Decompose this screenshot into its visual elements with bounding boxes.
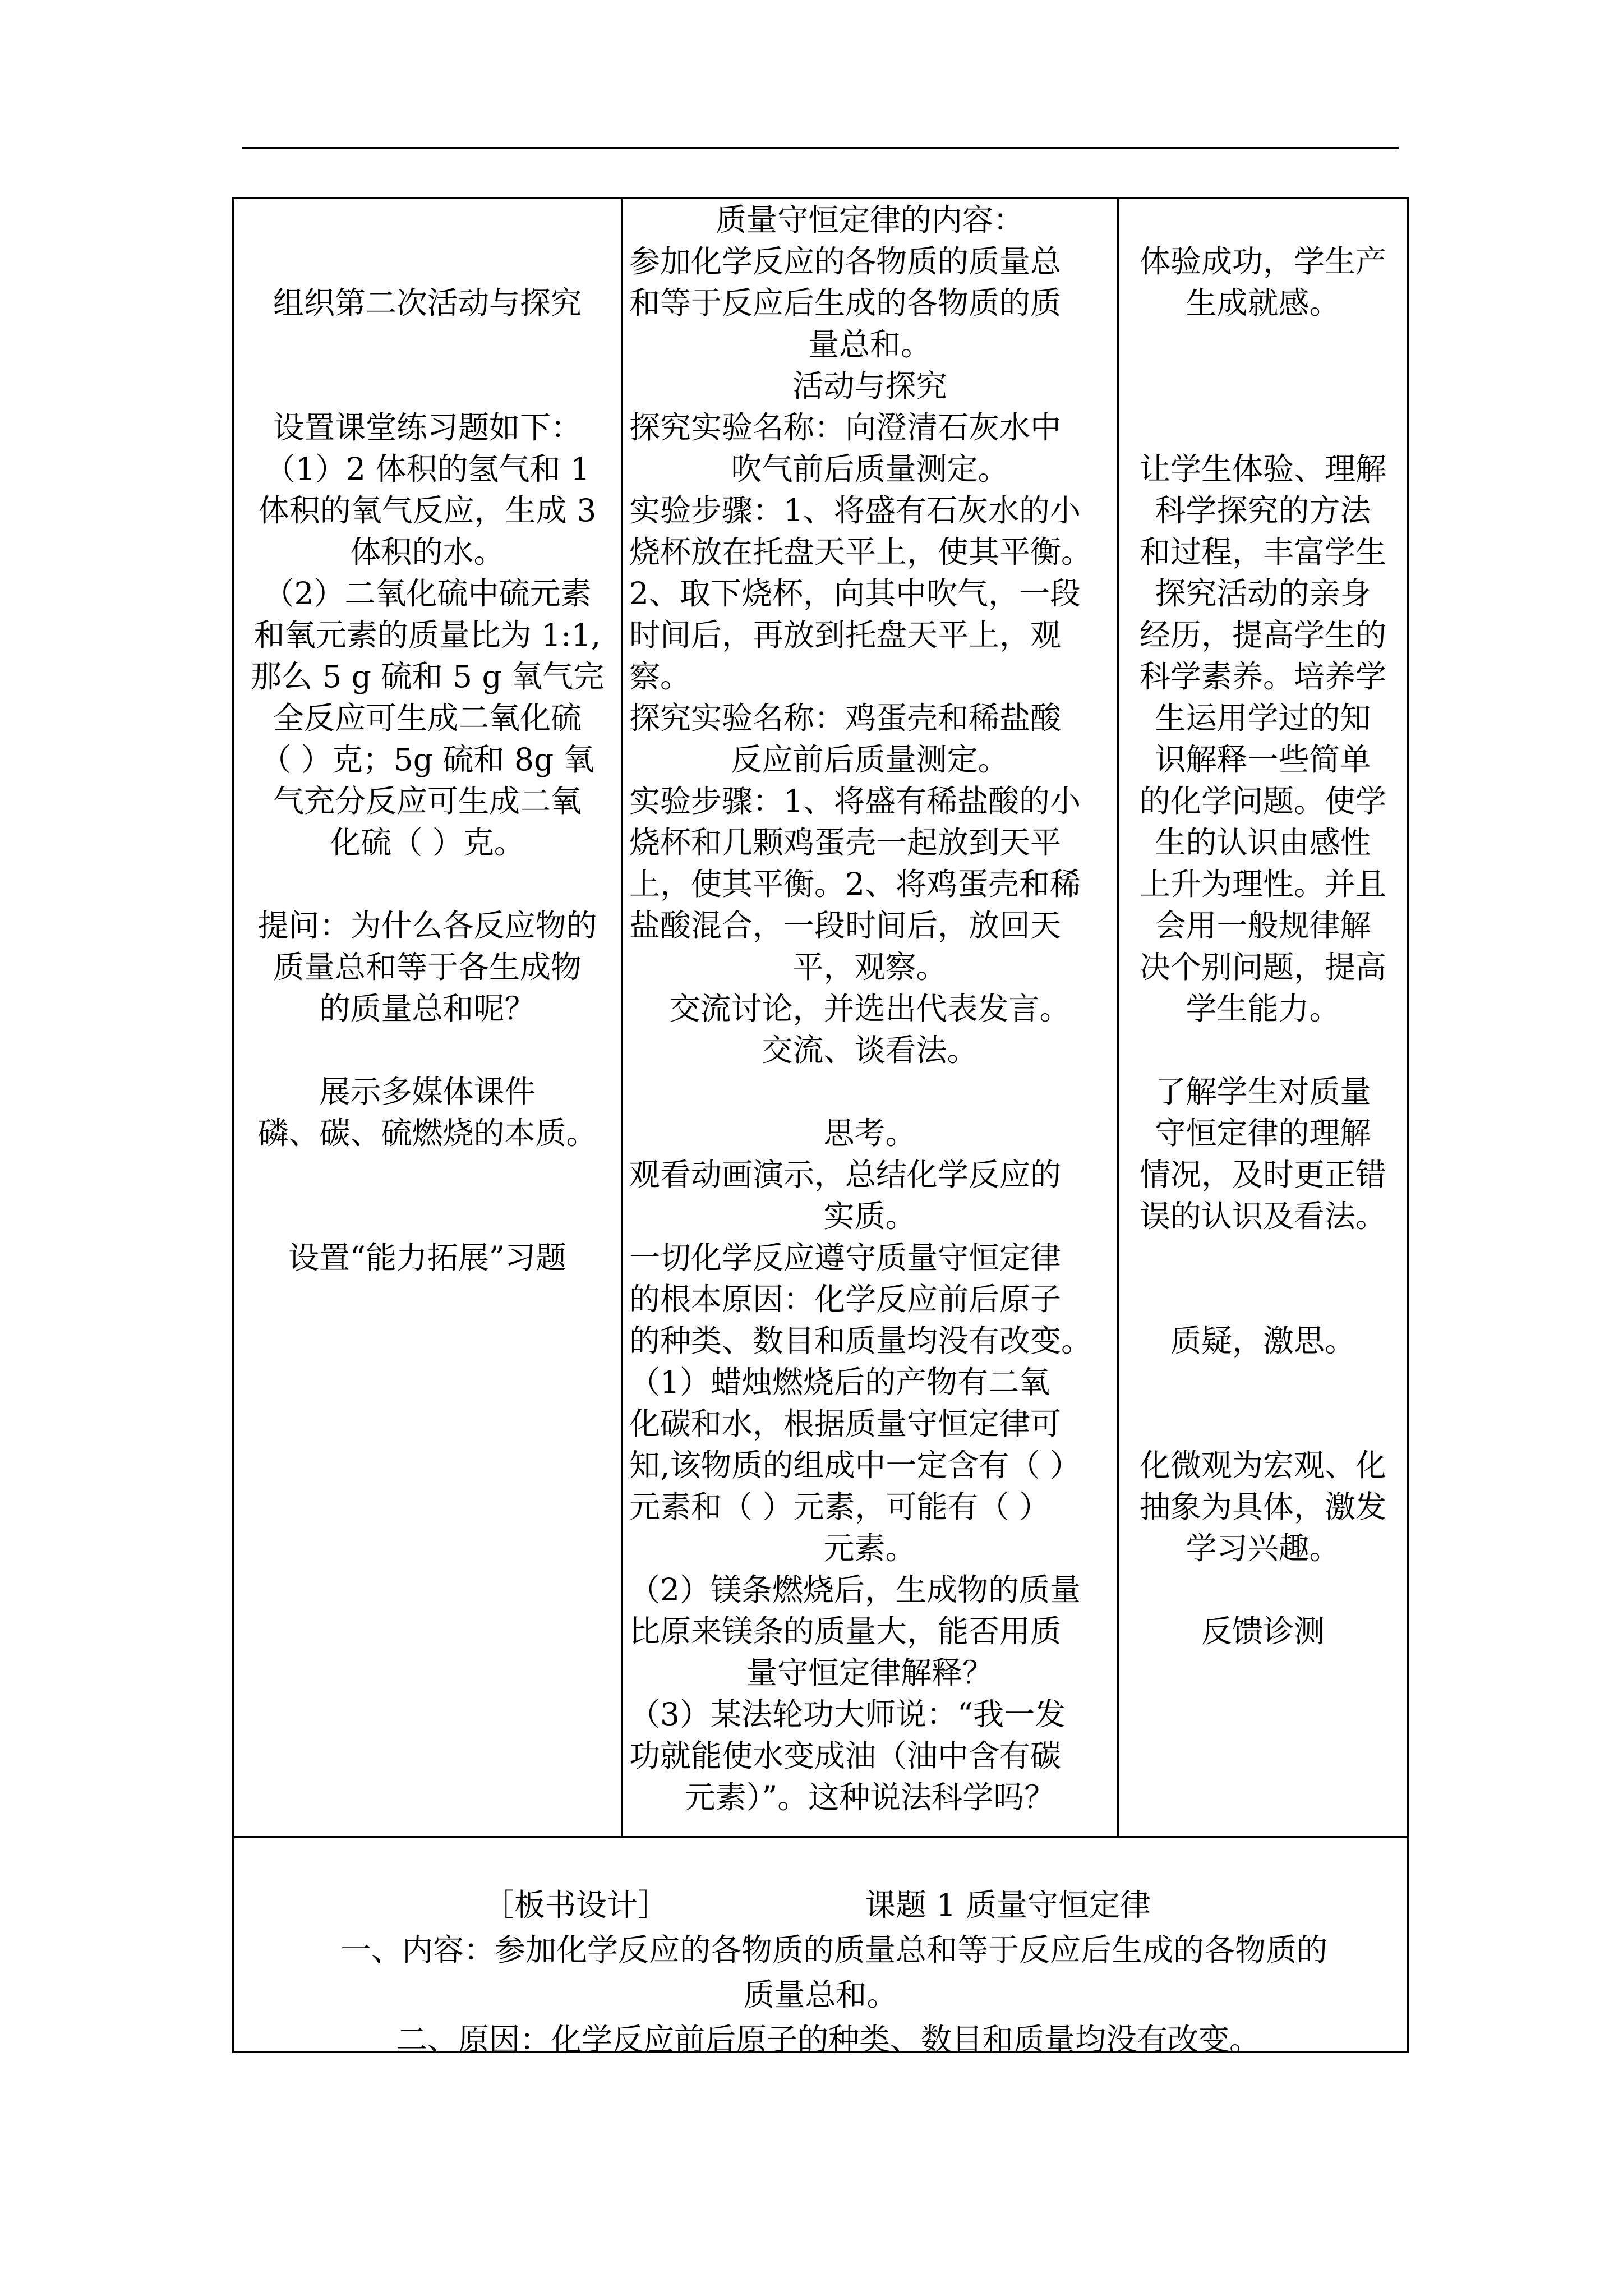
text-line: 守恒定律的理解 bbox=[1155, 1115, 1371, 1151]
text-line: 让学生体验、理解 bbox=[1139, 451, 1386, 487]
blank-line bbox=[1124, 1403, 1401, 1444]
text-line: 了解学生对质量 bbox=[1155, 1074, 1371, 1110]
text-line: 参加化学反应的各物质的质量总 bbox=[629, 243, 1062, 279]
text-line: 生成就感。 bbox=[1186, 285, 1340, 321]
text-line: 知,该物质的组成中一定含有（ ） bbox=[629, 1447, 1081, 1483]
blank-line bbox=[1124, 199, 1401, 241]
blank-line bbox=[239, 1154, 615, 1195]
text-line: 探究实验名称：鸡蛋壳和稀盐酸 bbox=[629, 700, 1062, 736]
text-line: 体验成功，学生产 bbox=[1139, 243, 1386, 279]
text-line: 交流、谈看法。 bbox=[762, 1032, 978, 1068]
text-line: 误的认识及看法。 bbox=[1139, 1198, 1386, 1234]
text-line: 那么 5 g 硫和 5 g 氧气完 bbox=[250, 659, 605, 694]
text-line: 烧杯和几颗鸡蛋壳一起放到天平 bbox=[629, 825, 1062, 861]
text-line: 探究活动的亲身 bbox=[1155, 576, 1371, 611]
text-line: 的根本原因：化学反应前后原子 bbox=[629, 1281, 1062, 1317]
text-line: 学生能力。 bbox=[1186, 991, 1340, 1027]
text-line: 活动与探究 bbox=[792, 368, 947, 404]
text-line: 设置课堂练习题如下： bbox=[273, 409, 582, 445]
text-line: 元素）”。这种说法科学吗？ bbox=[684, 1779, 1055, 1815]
text-line: 和氧元素的质量比为 1:1, bbox=[253, 617, 601, 653]
text-line: 气充分反应可生成二氧 bbox=[273, 783, 582, 819]
text-line: 元素和（ ）元素，可能有（ ） bbox=[629, 1489, 1050, 1525]
text-line: 经历，提高学生的 bbox=[1139, 617, 1386, 653]
header-rule bbox=[242, 147, 1399, 149]
text-line: （2）二氧化硫中硫元素 bbox=[263, 576, 592, 611]
text-line: 思考。 bbox=[823, 1115, 916, 1151]
text-line: 吹气前后质量测定。 bbox=[731, 451, 1009, 487]
board-content-line: 一、内容：参加化学反应的各物质的质量总和等于反应后生成的各物质的 bbox=[340, 1932, 1328, 1968]
text-line: 盐酸混合，一段时间后，放回天 bbox=[629, 908, 1062, 944]
text-line: 情况，及时更正错 bbox=[1139, 1157, 1386, 1193]
text-line: 烧杯放在托盘天平上，使其平衡。 bbox=[629, 534, 1092, 570]
text-line: 探究实验名称：向澄清石灰水中 bbox=[629, 409, 1062, 445]
board-design-label: ［板书设计］ bbox=[483, 1887, 669, 1923]
text-line: 上，使其平衡。2、将鸡蛋壳和稀 bbox=[629, 866, 1081, 902]
text-line: （2）镁条燃烧后，生成物的质量 bbox=[629, 1572, 1081, 1608]
text-line: 上升为理性。并且 bbox=[1139, 866, 1386, 902]
text-line: 一切化学反应遵守质量守恒定律 bbox=[629, 1240, 1062, 1276]
blank-line bbox=[1124, 407, 1401, 448]
text-line: 生运用学过的知 bbox=[1155, 700, 1371, 736]
text-line: 交流讨论，并选出代表发言。 bbox=[669, 991, 1071, 1027]
blank-line bbox=[239, 241, 615, 282]
text-line: 反应前后质量测定。 bbox=[731, 742, 1009, 777]
text-line: 比原来镁条的质量大，能否用质 bbox=[629, 1613, 1062, 1649]
text-line: 识解释一些简单 bbox=[1155, 742, 1371, 777]
text-line: 决个别问题，提高 bbox=[1139, 949, 1386, 985]
text-line: 实质。 bbox=[823, 1198, 916, 1234]
text-line: 化碳和水，根据质量守恒定律可 bbox=[629, 1406, 1062, 1442]
student-activity-column bbox=[623, 199, 1117, 1836]
text-line: 的种类、数目和质量均没有改变。 bbox=[629, 1323, 1092, 1359]
text-line: 观看动画演示，总结化学反应的 bbox=[629, 1157, 1062, 1193]
blank-line bbox=[629, 1071, 1110, 1112]
blank-line bbox=[1124, 1361, 1401, 1403]
text-line: 2、取下烧杯，向其中吹气，一段 bbox=[629, 576, 1081, 611]
blank-line bbox=[1124, 1029, 1401, 1071]
blank-line bbox=[239, 1195, 615, 1237]
board-content-line-cont: 质量总和。 bbox=[743, 1977, 898, 2013]
board-design-title: 课题 1 质量守恒定律 bbox=[865, 1887, 1151, 1923]
text-line: 生的认识由感性 bbox=[1155, 825, 1371, 861]
design-intent-column bbox=[1119, 199, 1407, 1836]
text-line: （ ）克；5g 硫和 8g 氧 bbox=[260, 742, 594, 777]
text-line: 展示多媒体课件 bbox=[319, 1074, 536, 1110]
text-line: 质疑，激思。 bbox=[1170, 1323, 1355, 1359]
teacher-activity-column bbox=[234, 199, 621, 1836]
text-line: 全反应可生成二氧化硫 bbox=[273, 700, 582, 736]
text-line: 和过程，丰富学生 bbox=[1139, 534, 1386, 570]
blank-line bbox=[1124, 324, 1401, 365]
blank-line bbox=[1124, 1569, 1401, 1611]
text-line: 量总和。 bbox=[808, 326, 932, 362]
text-line: 体积的水。 bbox=[350, 534, 505, 570]
blank-line bbox=[1124, 365, 1401, 407]
text-line: 质量守恒定律的内容： bbox=[715, 202, 1024, 238]
text-line: 时间后，再放到托盘天平上，观察。 bbox=[629, 617, 1062, 694]
blank-line bbox=[239, 1029, 615, 1071]
text-line: 功就能使水变成油（油中含有碳 bbox=[629, 1738, 1062, 1774]
text-line: 体积的氧气反应，生成 3 bbox=[258, 493, 597, 528]
text-line: 组织第二次活动与探究 bbox=[273, 285, 582, 321]
text-line: 磷、碳、硫燃烧的本质。 bbox=[257, 1115, 597, 1151]
text-line: 反馈诊测 bbox=[1201, 1613, 1325, 1649]
text-line: 科学探究的方法 bbox=[1155, 493, 1371, 528]
text-line: 实验步骤：1、将盛有石灰水的小 bbox=[629, 493, 1081, 528]
blank-line bbox=[239, 863, 615, 905]
text-line: 量守恒定律解释？ bbox=[746, 1655, 993, 1691]
text-line: 化硫（ ）克。 bbox=[330, 825, 525, 861]
text-line: （1）蜡烛燃烧后的产物有二氧 bbox=[629, 1364, 1050, 1400]
text-line: 实验步骤：1、将盛有稀盐酸的小 bbox=[629, 783, 1081, 819]
text-line: 和等于反应后生成的各物质的质 bbox=[629, 285, 1062, 321]
lesson-plan-table bbox=[232, 197, 1409, 2058]
text-line: 的化学问题。使学 bbox=[1139, 783, 1386, 819]
blank-line bbox=[239, 199, 615, 241]
text-line: 会用一般规律解 bbox=[1155, 908, 1371, 944]
text-line: 元素。 bbox=[823, 1530, 916, 1566]
blank-line bbox=[239, 365, 615, 407]
blank-line bbox=[239, 324, 615, 365]
blank-line bbox=[1124, 1278, 1401, 1320]
text-line: 质量总和等于各生成物 bbox=[273, 949, 582, 985]
text-line: 平，观察。 bbox=[792, 949, 947, 985]
text-line: 抽象为具体，激发 bbox=[1139, 1489, 1386, 1525]
board-reason-line: 二、原因：化学反应前后原子的种类、数目和质量均没有改变。 bbox=[396, 2022, 1261, 2058]
text-line: （3）某法轮功大师说：“我一发 bbox=[629, 1696, 1066, 1732]
board-design-section bbox=[234, 1838, 1407, 2058]
blank-line bbox=[1124, 1237, 1401, 1278]
text-line: 设置“能力拓展”习题 bbox=[288, 1240, 567, 1276]
text-line: 提问：为什么各反应物的 bbox=[257, 908, 597, 944]
text-line: 学习兴趣。 bbox=[1186, 1530, 1340, 1566]
text-line: 科学素养。培养学 bbox=[1139, 659, 1386, 694]
text-line: 的质量总和呢？ bbox=[319, 991, 536, 1027]
text-line: 化微观为宏观、化 bbox=[1139, 1447, 1386, 1483]
text-line: （1）2 体积的氢气和 1 bbox=[265, 451, 590, 487]
